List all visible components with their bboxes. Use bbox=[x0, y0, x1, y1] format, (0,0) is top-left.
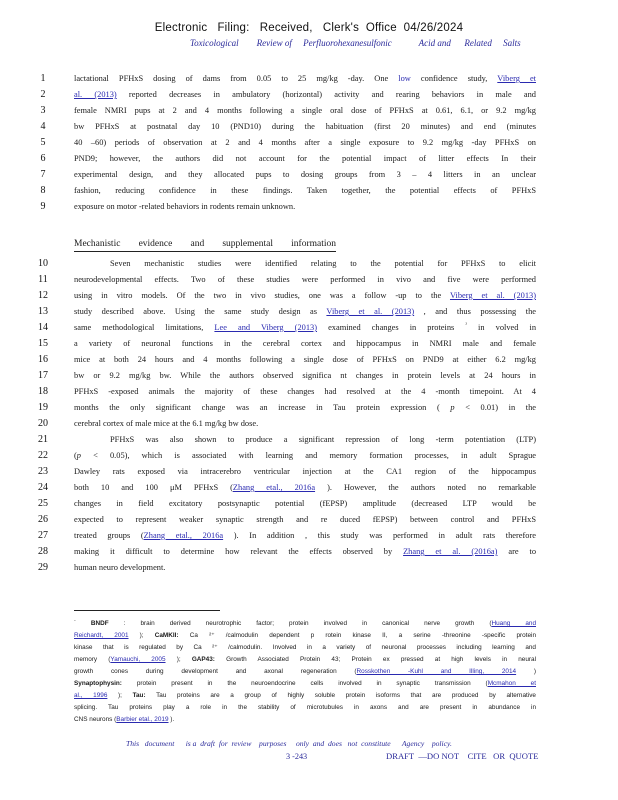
line-number: 15 bbox=[38, 338, 48, 349]
text-run: Growth Associated Protein 43; Protein ex pressed at high levels in neural bbox=[214, 656, 536, 663]
text-run: CNS neurons ( bbox=[74, 716, 117, 723]
text-run: , and thus possessing the bbox=[414, 307, 536, 316]
text-run: both 10 and 100 μM PFHxS ( bbox=[74, 483, 233, 492]
citation-link[interactable]: Mcmahon et bbox=[487, 680, 536, 687]
line-number: 26 bbox=[38, 514, 48, 525]
text-run: ); bbox=[107, 692, 133, 699]
text-run: ) bbox=[516, 668, 536, 675]
text-run: ( bbox=[74, 451, 77, 460]
text-line bbox=[74, 418, 536, 430]
footnote-line bbox=[74, 716, 536, 725]
text-line bbox=[74, 450, 536, 462]
citation-link[interactable]: Viberg et bbox=[497, 74, 536, 83]
text-run: months the only significant change was an increase in Tau protein expression ( bbox=[74, 403, 451, 412]
footnote-marker: ² bbox=[74, 620, 76, 624]
footnote-line bbox=[74, 668, 536, 677]
text-line bbox=[74, 306, 536, 318]
line-number: 21 bbox=[38, 434, 48, 445]
citation-link[interactable]: Viberg et al. (2013) bbox=[326, 307, 415, 316]
line-number: 20 bbox=[38, 418, 48, 429]
citation-link[interactable]: Zhang etal., 2016a bbox=[232, 483, 316, 492]
text-run: study described above. Using the same study design as bbox=[74, 307, 327, 316]
text-run: ); bbox=[165, 656, 192, 663]
section-heading: Mechanistic evidence and supplemental information bbox=[74, 238, 336, 252]
footnote-line bbox=[74, 680, 536, 689]
text-run: using in vitro models. Of the two in vivo studies, one was a follow -up to the bbox=[74, 291, 450, 300]
footnote-line bbox=[74, 620, 536, 629]
text-line bbox=[74, 466, 536, 478]
text-line bbox=[74, 153, 536, 165]
text-run: are to bbox=[497, 547, 536, 556]
text-run: same methodological limitations, bbox=[74, 323, 215, 332]
text-line bbox=[74, 201, 536, 213]
text-run: growth cones during development and axonal regeneration ( bbox=[74, 668, 357, 675]
line-number: 8 bbox=[40, 185, 46, 196]
term-label: GAP43: bbox=[191, 656, 215, 663]
text-run: PFHxS -exposed animals the majority of these changes had resolved at the 4 -month timepoint. At 4 bbox=[74, 387, 536, 396]
text-run: ). bbox=[168, 716, 175, 723]
citation-link[interactable]: al., 1996 bbox=[74, 692, 108, 699]
text-line bbox=[74, 562, 536, 574]
text-line bbox=[74, 338, 536, 350]
citation-link[interactable]: Zhang et al. (2016a) bbox=[403, 547, 498, 556]
text-run: fashion, reducing confidence in these findings. Taken together, the potential effects of PFHxS bbox=[74, 186, 536, 195]
line-number: 28 bbox=[38, 546, 48, 557]
text-run: cerebral cortex of male mice at the 6.1 mg/kg bw dose. bbox=[74, 419, 259, 428]
text-run: < 0.05), which is associated with learning and memory formation processes, in adult Sprague bbox=[80, 451, 536, 460]
term-label: CaMKII: bbox=[154, 632, 179, 639]
text-line bbox=[74, 354, 536, 366]
text-run: bw or 9.2 mg/kg bw. While the authors observed significa nt changes in protein levels at 24 hours in bbox=[74, 371, 536, 380]
text-run: PFHxS was also shown to produce a significant repression of long -term potentiation (LTP) bbox=[110, 435, 536, 444]
text-line bbox=[74, 121, 536, 133]
text-run: bw PFHxS at postnatal day 10 (PND10) during the habituation (first 20 minutes) and end (minutes bbox=[74, 122, 536, 131]
text-line bbox=[74, 482, 536, 494]
text-run: changes in field excitatory postsynaptic potential (fEPSP) amplitude (decreased LTP would be bbox=[74, 499, 536, 508]
line-number: 5 bbox=[40, 137, 46, 148]
line-number: 14 bbox=[38, 322, 48, 333]
page-number: 3 -243 bbox=[286, 752, 308, 761]
text-line bbox=[74, 322, 536, 334]
line-number: 17 bbox=[38, 370, 48, 381]
citation-link[interactable]: Yamauchi, 2005 bbox=[110, 656, 166, 663]
italic-term: p bbox=[76, 451, 81, 460]
text-run: confidence study, bbox=[410, 74, 498, 83]
citation-link[interactable]: Rosskothen -Kuhl and Illing, 2014 bbox=[356, 668, 517, 675]
citation-link[interactable]: Viberg et al. (2013) bbox=[449, 291, 536, 300]
text-line bbox=[74, 498, 536, 510]
line-number: 2 bbox=[40, 89, 46, 100]
citation-link[interactable]: Lee and Viberg (2013) bbox=[214, 323, 318, 332]
line-number: 4 bbox=[40, 121, 46, 132]
text-run: neurodevelopmental effects. Two of these studies were performed in vivo and five were performed bbox=[74, 275, 536, 284]
text-run: Tau proteins are a group of highly soluble protein isoforms that are produced by alternative bbox=[145, 692, 536, 699]
text-run: making it difficult to determine how relevant the effects observed by bbox=[74, 547, 404, 556]
text-run: < 0.01) in the bbox=[454, 403, 536, 412]
text-run: Dawley rats exposed via intracerebro ventricular injection at the CA1 region of the hippocampus bbox=[74, 467, 536, 476]
text-run: exposure on motor -related behaviors in rodents remain unknown. bbox=[74, 202, 296, 211]
text-line bbox=[74, 546, 536, 558]
text-run: expected to represent weaker synaptic strength and re duced fEPSP) between control and PFHxS bbox=[74, 515, 536, 524]
text-line bbox=[74, 274, 536, 286]
text-run: ); bbox=[128, 632, 155, 639]
text-run: mice at both 24 hours and 4 months following a single dose of PFHxS on PND9 at either 6.2 mg/kg bbox=[74, 355, 536, 364]
term-label: Synaptophysin: bbox=[74, 680, 122, 687]
text-run: kinase that is regulated by Ca ²⁺ /calmodulin. Involved in a variety of neuronal processes including learning and bbox=[74, 644, 536, 651]
text-line bbox=[74, 258, 536, 270]
text-run: a variety of neuronal functions in the cerebral cortex and hippocampus in NMRI male and female bbox=[74, 339, 536, 348]
footnote-line bbox=[74, 692, 536, 701]
line-number: 11 bbox=[38, 274, 48, 285]
text-run: Seven mechanistic studies were identified relating to the potential for PFHxS to elicit bbox=[110, 259, 536, 268]
document-subtitle: Toxicological Review of Perfluorohexanesulfonic Acid and Related Salts bbox=[190, 38, 521, 48]
text-line bbox=[74, 73, 536, 85]
line-number: 19 bbox=[38, 402, 48, 413]
text-line bbox=[74, 434, 536, 446]
text-run: protein present in the neuroendocrine cells involved in synaptic transmission ( bbox=[121, 680, 488, 687]
text-run: human neuro development. bbox=[74, 563, 166, 572]
draft-disclaimer: This document is a draft for review purposes only and does not constitute Agency policy. bbox=[126, 739, 452, 748]
footnote-line bbox=[74, 632, 536, 641]
text-line bbox=[74, 386, 536, 398]
footnote-divider bbox=[74, 610, 220, 611]
line-number: 16 bbox=[38, 354, 48, 365]
text-run: Ca ²⁺ /calmodulin dependent p rotein kinase II, a serine -threonine -specific protein bbox=[178, 632, 536, 639]
footnote-line bbox=[74, 656, 536, 665]
line-number: 6 bbox=[40, 153, 46, 164]
line-number: 10 bbox=[38, 258, 48, 269]
text-line bbox=[74, 105, 536, 117]
line-number: 18 bbox=[38, 386, 48, 397]
line-number: 13 bbox=[38, 306, 48, 317]
citation-link[interactable]: Barbier etal., 2019 bbox=[116, 716, 169, 723]
term-label: Tau: bbox=[132, 692, 146, 699]
line-number: 22 bbox=[38, 450, 48, 461]
highlight-term: low bbox=[398, 74, 411, 83]
line-number: 3 bbox=[40, 105, 46, 116]
text-line bbox=[74, 137, 536, 149]
citation-link[interactable]: Reichardt, 2001 bbox=[74, 632, 129, 639]
text-line bbox=[74, 402, 536, 414]
text-run: female NMRI pups at 2 and 4 months following a single oral dose of PFHxS at 0.61, 6.1, or 9.2 mg/kg bbox=[74, 106, 536, 115]
filing-header: Electronic Filing: Received, Clerk's Office 04/26/2024 bbox=[154, 22, 464, 34]
text-run: reported decreases in ambulatory (horizontal) activity and rearing behaviors in male and bbox=[116, 90, 536, 99]
text-line bbox=[74, 370, 536, 382]
text-run: ). In addition , this study was performed in adult rats therefore bbox=[223, 531, 536, 540]
line-number: 24 bbox=[38, 482, 48, 493]
text-run: lactational PFHxS dosing of dams from 0.05 to 25 mg/kg -day. One bbox=[74, 74, 399, 83]
text-run bbox=[76, 620, 91, 627]
text-run: : brain derived neurotrophic factor; protein involved in canonical nerve growth ( bbox=[108, 620, 492, 627]
line-number: 29 bbox=[38, 562, 48, 573]
text-line bbox=[74, 290, 536, 302]
term-label: BNDF bbox=[90, 620, 109, 627]
text-line bbox=[74, 89, 536, 101]
citation-link[interactable]: Zhang etal., 2016a bbox=[143, 531, 224, 540]
line-number: 25 bbox=[38, 498, 48, 509]
line-number: 9 bbox=[40, 201, 46, 212]
text-run: memory ( bbox=[74, 656, 111, 663]
line-number: 1 bbox=[40, 73, 46, 84]
footnote-marker: ² bbox=[465, 322, 467, 329]
line-number: 23 bbox=[38, 466, 48, 477]
citation-link[interactable]: al. (2013) bbox=[74, 90, 117, 99]
citation-link[interactable]: Huang and bbox=[491, 620, 536, 627]
text-line bbox=[74, 169, 536, 181]
footnote-line bbox=[74, 704, 536, 713]
text-run: 40 –60) periods of observation at 2 and 4 months after a single exposure to 9.2 mg/kg -day PFHxS on bbox=[74, 138, 536, 147]
text-line bbox=[74, 530, 536, 542]
text-line bbox=[74, 185, 536, 197]
draft-notice: DRAFT —DO NOT CITE OR QUOTE bbox=[386, 751, 539, 761]
text-run: splicing. Tau proteins play a role in the stability of microtubules in axons and are present in abundance in bbox=[74, 704, 536, 711]
text-line bbox=[74, 514, 536, 526]
line-number: 7 bbox=[40, 169, 46, 180]
text-run: PND9; however, the authors did not account for the potential impact of litter effects In their bbox=[74, 154, 536, 163]
line-number: 27 bbox=[38, 530, 48, 541]
text-run: examined changes in proteins bbox=[317, 323, 466, 332]
footnote-line bbox=[74, 644, 536, 653]
italic-term: p bbox=[450, 403, 455, 412]
text-run: in volved in bbox=[467, 323, 536, 332]
text-run: experimental design, and they allocated pups to dosing groups from 3 – 4 litters in an unclear bbox=[74, 170, 536, 179]
line-number: 12 bbox=[38, 290, 48, 301]
text-run: ). However, the authors noted no remarkable bbox=[315, 483, 536, 492]
text-run: treated groups ( bbox=[74, 531, 144, 540]
